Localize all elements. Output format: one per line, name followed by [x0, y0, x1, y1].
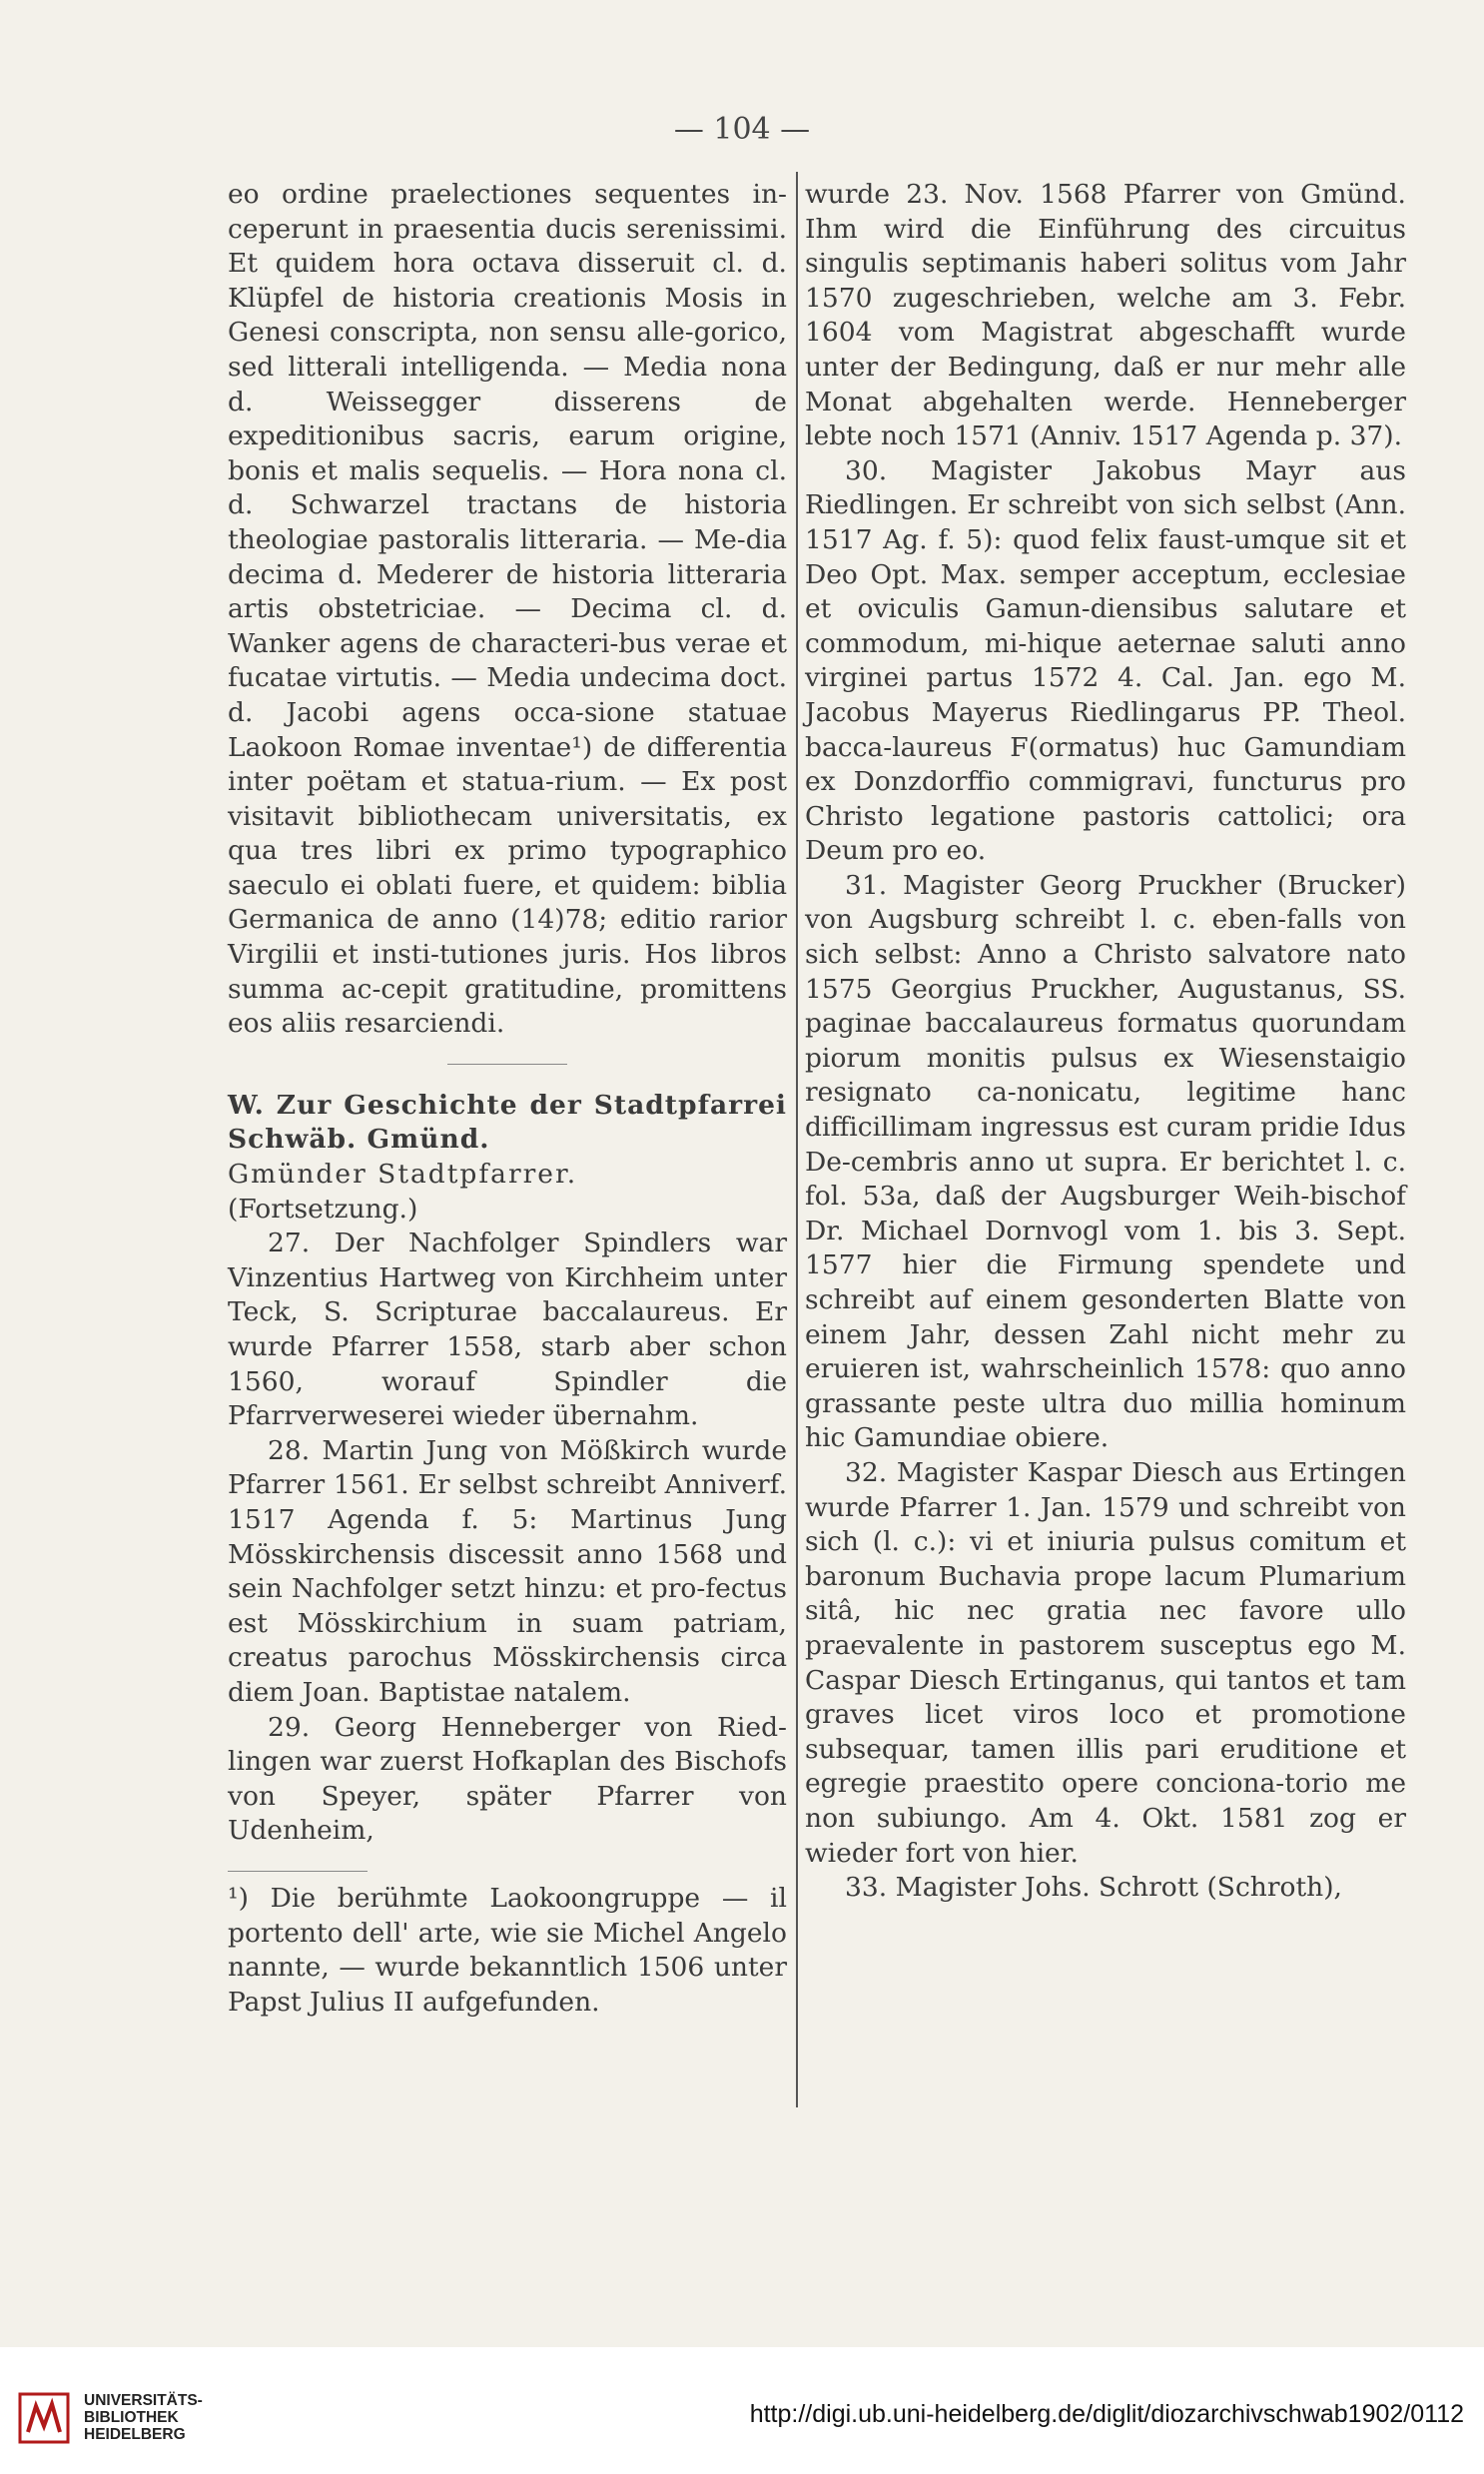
- footnote: ¹) Die berühmte Laokoongruppe — il portento dell' arte, wie sie Michel Angelo nannte, — wurde bekanntlich 1506 unter Papst Julius II aufgefunden.: [228, 1882, 787, 2018]
- entry-33: 33. Magister Johs. Schrott (Schroth),: [845, 1872, 1342, 1904]
- continuation-note: (Fortsetzung.): [228, 1193, 418, 1225]
- entry-27: 27. Der Nachfolger Spindlers war Vinzentius Hartweg von Kirchheim unter Teck, S. Scripturae baccalaureus. Er wurde Pfarrer 1558, starb aber schon 1560, worauf Spindler die Pfarrverweserei wieder übernahm.: [228, 1228, 787, 1432]
- entry-31: 31. Magister Georg Pruckher (Brucker) von Augsburg schreibt l. c. eben-falls von sich selbst: Anno a Christo salvatore nato 1575 Georgius Pruckher, Augustanus, SS. paginae baccalaureus formatus quorundam piorum monitis pulsus ex Wiesenstaigio resignato ca-nonicatu, legitime hanc difficillimam ingressus est curam pridie Idus De-cembris anno ut supra. Er berichtet l. c. fol. 53a, daß der Augsburger Weih-bischof Dr. Michael Dornvogl vom 1. bis 3. Sept. 1577 hier die Firmung spendete und schreibt auf einem gesonderten Blatte von einem Jahr, dessen Zahl nicht mehr zu eruieren ist, wahrscheinlich 1578: quo anno grassante peste ultra duo millia hominum hic Gamundiae obiere.: [805, 869, 1406, 1454]
- right-paragraph-continued: wurde 23. Nov. 1568 Pfarrer von Gmünd. Ihm wird die Einführung des circuitus singulis septimanis haberi solitus vom Jahr 1570 zugeschrieben, welche am 3. Febr. 1604 vom Magistrat abgeschafft wurde unter der Bedingung, daß er nur mehr alle Monat abgehalten werde. Henneberger lebte noch 1571 (Anniv. 1517 Agenda p. 37).: [805, 179, 1406, 452]
- entry-30: 30. Magister Jakobus Mayr aus Riedlingen. Er schreibt von sich selbst (Ann. 1517 Ag. f. 5): quod felix faust-umque sit et Deo Opt. Max. semper acceptum, ecclesiae et oviculis Gamun-diensibus salutare et commodum, mi-hique aeternae saluti anno virginei partus 1572 4. Cal. Jan. ego M. Jacobus Mayerus Riedlingarus PP. Theol. bacca-laureus F(ormatus) huc Gamundiam ex Donzdorffio commigravi, functurus pro Christo legatione pastoris cattolici; ora Deum pro eo.: [805, 454, 1406, 867]
- library-line: UNIVERSITÄTS-: [84, 2392, 203, 2409]
- section-heading: W. Zur Geschichte der Stadtpfarrei Schwäb. Gmünd.: [228, 1089, 787, 1156]
- entry-32: 32. Magister Kaspar Diesch aus Ertingen wurde Pfarrer 1. Jan. 1579 und schreibt von sich (l. c.): vi et iniuria pulsus comitum et baronum Buchavia prope lacum Plumarium sitâ, hic nec gratia nec favore ullo praevalente in pastorem susceptus ego M. Caspar Diesch Ertinganus, qui tantos et tam graves licet viros loco et promotione subsequar, tamen illis pari eruditione et egregie praestito opere conciona-torio me non subiungo. Am 4. Okt. 1581 zog er wieder fort von hier.: [805, 1456, 1406, 1869]
- footnote-divider: [228, 1871, 368, 1872]
- library-logo-icon: [18, 2392, 70, 2444]
- section-divider: [447, 1064, 567, 1065]
- right-column: [805, 178, 1406, 1906]
- left-column: [228, 178, 787, 2020]
- column-rule: [796, 172, 798, 2107]
- library-line: HEIDELBERG: [84, 2426, 186, 2443]
- left-paragraph: eo ordine praelectiones sequentes in-ceperunt in praesentia ducis serenissimi. Et quidem hora octava disseruit cl. d. Klüpfel de historia creationis Mosis in Genesi conscripta, non sensu alle-gorico, sed litterali intelligenda. — Media nona d. Weissegger disserens de expeditionibus sacris, earum origine, bonis et malis sequelis. — Hora nona cl. d. Schwarzel tractans de historia theologiae pastoralis litteraria. — Me-dia decima d. Mederer de historia litteraria artis obstetriciae. — Decima cl. d. Wanker agens de characteri-bus verae et fucatae virtutis. — Media undecima doct. d. Jacobi agens occa-sione statuae Laokoon Romae inventae¹) de differentia inter poëtam et statua-rium. — Ex post visitavit bibliothecam universitatis, ex qua tres libri ex primo typographico saeculo ei oblati fuere, et quidem: biblia Germanica de anno (14)78; editio rarior Virgilii et insti-tutiones juris. Hos libros summa ac-cepit gratitudine, promittens eos aliis resarciendi.: [228, 179, 787, 1040]
- section-subheading: Gmünder Stadtpfarrer.: [228, 1159, 578, 1191]
- library-name: [84, 2392, 203, 2443]
- library-line: BIBLIOTHEK: [84, 2409, 179, 2426]
- entry-28: 28. Martin Jung von Mößkirch wurde Pfarrer 1561. Er selbst schreibt Anniverf. 1517 Agenda f. 5: Martinus Jung Mösskirchensis discessit anno 1568 und sein Nachfolger setzt hinzu: et pro-fectus est Mösskirchium in suam patriam, creatus parochus Mösskirchensis circa diem Joan. Baptistae natalem.: [228, 1434, 787, 1708]
- source-url-link[interactable]: http://digi.ub.uni-heidelberg.de/diglit/diozarchivschwab1902/0112: [749, 2400, 1464, 2428]
- entry-29: 29. Georg Henneberger von Ried-lingen war zuerst Hofkaplan des Bischofs von Speyer, später Pfarrer von Udenheim,: [228, 1711, 787, 1847]
- page-number: — 104 —: [673, 112, 811, 147]
